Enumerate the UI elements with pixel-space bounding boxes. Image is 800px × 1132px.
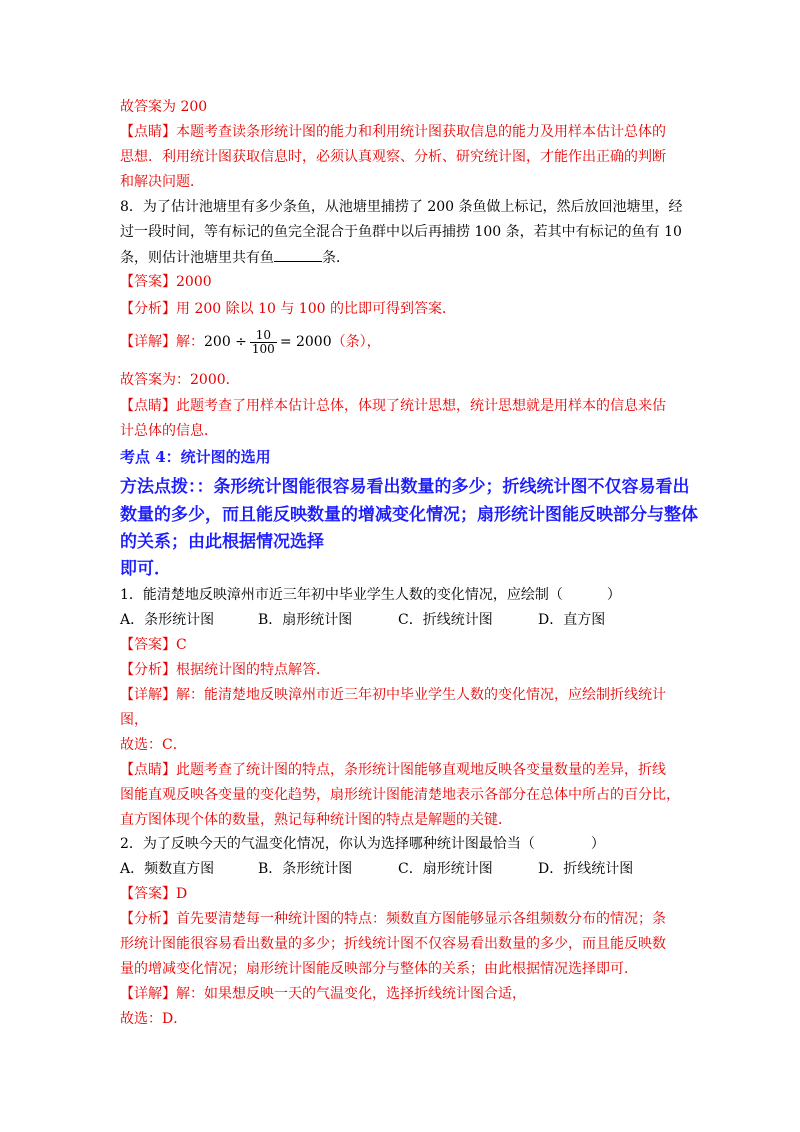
answer-line <box>120 272 212 292</box>
detail-tag: 【详解】 <box>120 687 176 703</box>
question-1-paren: ） <box>606 587 621 603</box>
comment-line <box>120 760 666 780</box>
answer-value: C <box>176 637 187 653</box>
detail-line <box>120 984 526 1004</box>
question-2-line <box>120 834 605 854</box>
comment-tag: 【点睛】 <box>120 398 176 414</box>
option-b: B．扇形统计图 <box>258 612 353 628</box>
section-heading: 考点 4：统计图的选用 <box>120 448 271 466</box>
option-d: D．折线统计图 <box>538 861 634 877</box>
formula-right: = 2000 <box>279 334 332 350</box>
option-c: C．扇形统计图 <box>398 861 493 877</box>
formula-left: 200 ÷ <box>204 334 247 350</box>
analysis-line <box>120 660 330 680</box>
comment-tag: 【点睛】 <box>120 124 176 140</box>
comment-line: 和解决问题． <box>120 174 204 190</box>
fraction-denominator: 100 <box>251 341 275 356</box>
fraction <box>250 329 277 356</box>
answer-blank <box>274 247 322 262</box>
detail-text: 解：如果想反映一天的气温变化，选择折线统计图合适， <box>176 986 526 1002</box>
detail-tag: 【详解】 <box>120 334 176 350</box>
option-a: A．条形统计图 <box>120 612 215 628</box>
method-tip-line: 的关系；由此根据情况选择 <box>120 532 324 552</box>
question-8-line: 过一段时间，等有标记的鱼完全混合于鱼群中以后再捕捞 100 条，若其中有标记的鱼有 10 <box>120 224 682 240</box>
comment-line <box>120 396 666 416</box>
comment-text: 此题考查了统计图的特点，条形统计图能够直观地反映各变量数量的差异，折线 <box>176 762 666 778</box>
option-c: C．折线统计图 <box>398 612 493 628</box>
answer-line <box>120 635 187 655</box>
answer-conclusion: 故答案为 200 <box>120 99 208 115</box>
answer-tag: 【答案】 <box>120 274 176 290</box>
question-2-text: 2．为了反映今天的气温变化情况，你认为选择哪种统计图最恰当（ <box>120 836 535 852</box>
analysis-line: 量的增减变化情况；扇形统计图能反映部分与整体的关系；由此根据情况选择即可． <box>120 961 638 977</box>
question-8-line: 8．为了估计池塘里有多少条鱼，从池塘里捕捞了 200 条鱼做上标记，然后放回池塘里，经 <box>120 199 683 215</box>
answer-conclusion: 故选：C． <box>120 737 187 753</box>
question-1-text: 1．能清楚地反映漳州市近三年初中毕业学生人数的变化情况，应绘制（ <box>120 587 563 603</box>
method-tip-line: 数量的多少，而且能反映数量的增减变化情况；扇形统计图能反映部分与整体 <box>120 505 698 525</box>
detail-line <box>120 327 381 357</box>
analysis-tag: 【分析】 <box>120 301 176 317</box>
analysis-tag: 【分析】 <box>120 911 176 927</box>
question-8-line <box>120 247 350 268</box>
analysis-text: 首先要清楚每一种统计图的特点：频数直方图能够显示各组频数分布的情况；条 <box>176 911 666 927</box>
question-8-text-end: 条． <box>322 250 350 266</box>
answer-line <box>120 884 187 904</box>
question-2-paren: ） <box>590 836 605 852</box>
detail-unit: （条）， <box>331 334 381 350</box>
comment-tag: 【点睛】 <box>120 762 176 778</box>
method-tip-line: 方法点拨：：条形统计图能很容易看出数量的多少；折线统计图不仅容易看出 <box>120 477 690 497</box>
detail-text: 解： <box>176 334 204 350</box>
answer-tag: 【答案】 <box>120 886 176 902</box>
analysis-text: 根据统计图的特点解答． <box>176 662 330 678</box>
analysis-line <box>120 909 666 929</box>
comment-line <box>120 122 666 142</box>
detail-text: 解：能清楚地反映漳州市近三年初中毕业学生人数的变化情况，应绘制折线统计 <box>176 687 666 703</box>
detail-line <box>120 685 666 705</box>
option-d: D．直方图 <box>538 612 606 628</box>
answer-tag: 【答案】 <box>120 637 176 653</box>
answer-value: 2000 <box>176 274 212 290</box>
analysis-line <box>120 299 456 319</box>
method-tip-line: 即可． <box>120 559 171 579</box>
analysis-text: 用 200 除以 10 与 100 的比即可得到答案． <box>176 301 456 317</box>
comment-text: 本题考查读条形统计图的能力和利用统计图获取信息的能力及用样本估计总体的 <box>176 124 666 140</box>
comment-line: 图能直观反映各变量的变化趋势，扇形统计图能清楚地表示各部分在总体中所占的百分比， <box>120 787 680 803</box>
answer-conclusion: 故选：D． <box>120 1011 188 1027</box>
analysis-line: 形统计图能很容易看出数量的多少；折线统计图不仅容易看出数量的多少，而且能反映数 <box>120 936 666 952</box>
comment-line: 计总体的信息． <box>120 423 218 439</box>
fraction-numerator: 10 <box>250 329 277 343</box>
answer-conclusion: 故答案为：2000． <box>120 372 240 388</box>
question-1-line <box>120 585 621 605</box>
answer-value: D <box>176 886 188 902</box>
detail-tag: 【详解】 <box>120 986 176 1002</box>
comment-line: 直方图体现个体的数量，熟记每种统计图的特点是解题的关键． <box>120 812 512 828</box>
comment-line: 思想．利用统计图获取信息时，必须认真观察、分析、研究统计图，才能作出正确的判断 <box>120 149 666 165</box>
comment-text: 此题考查了用样本估计总体，体现了统计思想，统计思想就是用样本的信息来估 <box>176 398 666 414</box>
option-a: A．频数直方图 <box>120 861 215 877</box>
question-8-text: 条，则估计池塘里共有鱼 <box>120 250 274 266</box>
detail-line: 图， <box>120 712 148 728</box>
analysis-tag: 【分析】 <box>120 662 176 678</box>
option-b: B．条形统计图 <box>258 861 353 877</box>
